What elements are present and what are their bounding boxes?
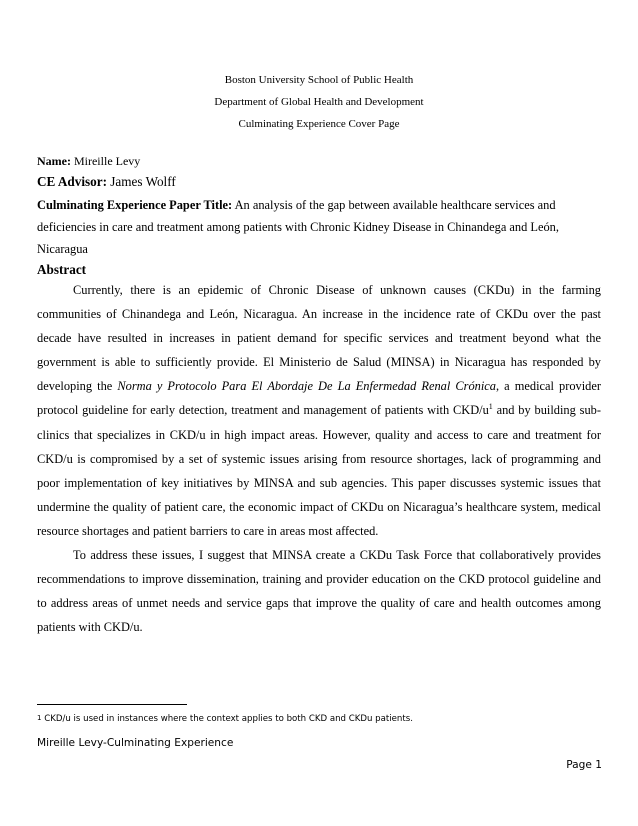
header-cover-page: Culminating Experience Cover Page (238, 118, 400, 130)
footnote-reference[interactable]: 1 (488, 402, 493, 412)
abstract-p1-text-a: Currently, there is an epidemic of Chronic Disease of unknown causes (CKDu) in the farming communities of Chinandega and León, Nicaragua. An increase in the incidence rate of CKDu over the past decade have resulted in increases in patient demand for specific services and treatment beyond what the government is able to sufficiently provide. El Ministerio de Salud (MINSA) in Nicaragua has responded by developing the (37, 283, 601, 394)
footnote (37, 713, 601, 725)
protocol-title: Norma y Protocolo Para El Abordaje De La Enfermedad Renal Crónica (117, 379, 496, 394)
paper-title-block (37, 194, 601, 260)
paper-title-label: Culminating Experience Paper Title: (37, 198, 233, 212)
abstract-body (37, 278, 601, 639)
abstract-p1-text-b: , a medical provider protocol guideline for early detection, treatment and management of patients with CKD/u (37, 379, 602, 418)
name-line (37, 151, 601, 171)
footer-author: Mireille Levy-Culminating Experience (37, 737, 234, 749)
advisor-value: James Wolff (110, 174, 176, 189)
abstract-heading: Abstract (37, 262, 87, 277)
abstract-p1-text-c: and by building sub-clinics that specializes in CKD/u in high impact areas. However, quality and access to care and treatment for CKD/u is compromised by a set of systemic issues arising from resource shortages, lack of programming and poor implementation of key initiatives by MINSA and sub agencies. This paper discusses systemic issues that undermine the quality of patient care, the economic impact of CKDu on Nicaragua’s healthcare system, medical resource shortages and patient barriers to care in areas most affected. (37, 403, 601, 538)
name-label: Name: (37, 154, 71, 168)
page-number: Page 1 (566, 759, 602, 771)
footnote-text: CKD/u is used in instances where the context applies to both CKD and CKDu patients. (41, 714, 413, 724)
abstract-paragraph-1 (37, 278, 601, 543)
header-school: Boston University School of Public Health (224, 74, 414, 86)
advisor-line (37, 171, 601, 193)
footnote-separator (37, 704, 187, 705)
name-value: Mireille Levy (73, 154, 141, 168)
abstract-paragraph-2: To address these issues, I suggest that MINSA create a CKDu Task Force that collaboratively provides recommendations to improve dissemination, training and provider education on the CKD protocol guideline and to address areas of unmet needs and service gaps that improve the quality of care and health outcomes among patients with CKD/u. (37, 548, 601, 635)
header-department: Department of Global Health and Development (214, 96, 424, 108)
paper-title-value: An analysis of the gap between available healthcare services and deficiencies in care and treatment among patients with Chronic Kidney Disease in Chinandega and León, Nicaragua (37, 198, 559, 256)
advisor-label: CE Advisor: (37, 174, 107, 189)
footnote-marker: 1 (37, 714, 42, 722)
